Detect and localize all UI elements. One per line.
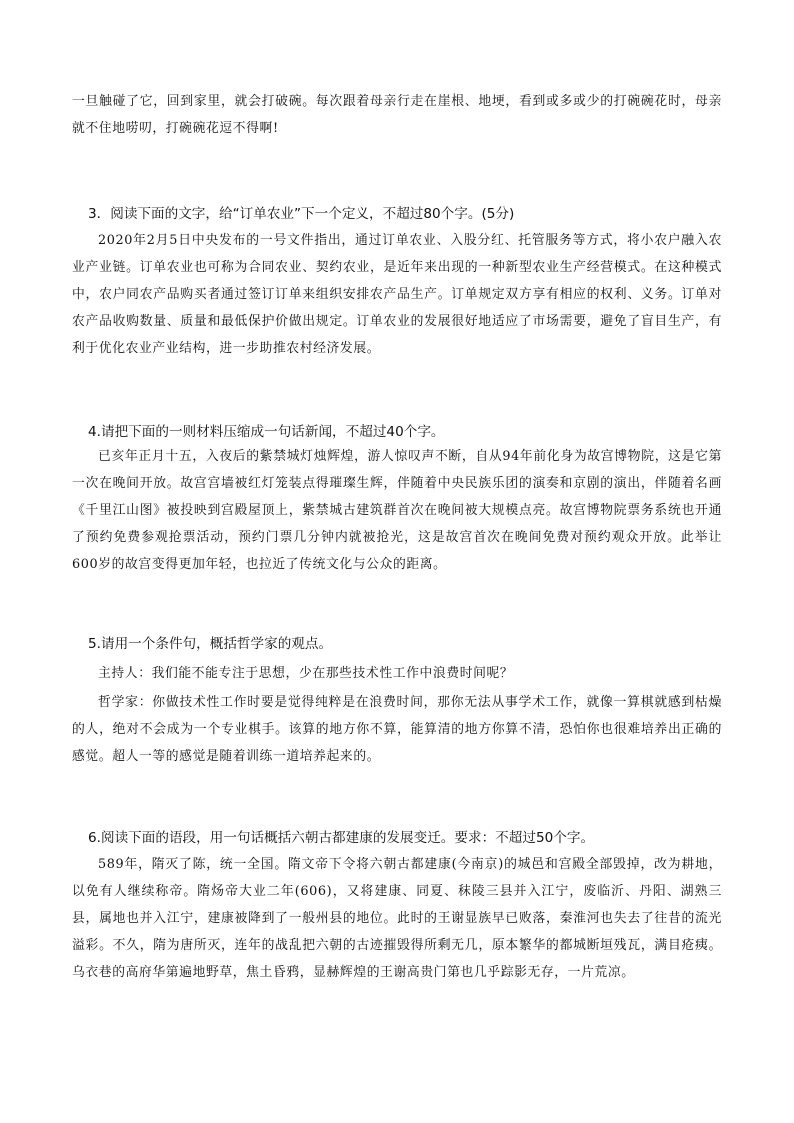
intro-paragraph: 一旦触碰了它，回到家里，就会打破碗。每次跟着母亲行走在崖根、地埂，看到或多或少的打碗碗花时，母亲就不住地唠叨，打碗碗花逗不得啊! [72, 94, 722, 136]
question-3-heading: 3．阅读下面的文字，给“订单农业”下一个定义，不超过80个字。(5分) [88, 206, 515, 222]
question-6-heading: 6.阅读下面的语段，用一句话概括六朝古都建康的发展变迁。要求：不超过50个字。 [88, 830, 595, 846]
question-6-passage: 589年，隋灭了陈，统一全国。隋文帝下令将六朝古都建康(今南京)的城邑和宫殿全部毁掉，改为耕地，以免有人继续称帝。隋炀帝大业二年(606)，又将建康、同夏、秣陵三县并入江宁，废临沂、丹阳、湖熟三县，属地也并入江宁，建康被降到了一般州县的地位。此时的王谢显族早已败落，秦淮河也失去了往昔的流光溢彩。不久，隋为唐所灭，连年的战乱把六朝的古迹摧毁得所剩无几，原本繁华的都城断垣残瓦，满目疮痍。乌衣巷的高府华第遍地野草，焦土昏鸦，显赫辉煌的王谢高贵门第也几乎踪影无存，一片荒凉。 [72, 857, 722, 980]
question-4-passage: 已亥年正月十五，入夜后的紫禁城灯烛辉煌，游人惊叹声不断，自从94年前化身为故宫博物院，这是它第一次在晚间开放。故宫宫墙被红灯笼装点得璀璨生辉，伴随着中央民族乐团的演奏和京剧的演出，伴随着名画《千里江山图》被投映到宫殿屋顶上，紫禁城古建筑群首次在晚间被大规模点亮。故宫博物院票务系统也开通了预约免费参观抢票活动，预约门票几分钟内就被抢光，这是故宫首次在晚间免费对预约观众开放。此举让600岁的故宫变得更加年轻，也拉近了传统文化与公众的距离。 [72, 449, 722, 572]
question-5-philosopher-line: 哲学家：你做技术性工作时要是觉得纯粹是在浪费时间，那你无法从事学术工作，就像一算棋就感到枯燥的人，绝对不会成为一个专业棋手。该算的地方你不算，能算清的地方你算不清，恐怕你也很难培养出正确的感觉。超人一等的感觉是随着训练一道培养起来的。 [72, 695, 722, 764]
question-5-host-line: 主持人：我们能不能专注于思想，少在那些技术性工作中浪费时间呢？ [98, 666, 514, 681]
question-3-passage: 2020年2月5日中央发布的一号文件指出，通过订单农业、入股分红、托管服务等方式，将小农户融入农业产业链。订单农业也可称为合同农业、契约农业，是近年来出现的一种新型农业生产经营模式。在这种模式中，农户同农产品购买者通过签订订单来组织安排农产品生产。订单规定双方享有相应的权利、义务。订单对农产品收购数量、质量和最低保护价做出规定。订单农业的发展很好地适应了市场需要，避免了盲目生产，有利于优化农业产业结构，进一步助推农村经济发展。 [72, 233, 722, 356]
question-4-heading: 4.请把下面的一则材料压缩成一句话新闻，不超过40个字。 [88, 424, 445, 440]
question-5-heading: 5.请用一个条件句，概括哲学家的观点。 [88, 636, 333, 652]
